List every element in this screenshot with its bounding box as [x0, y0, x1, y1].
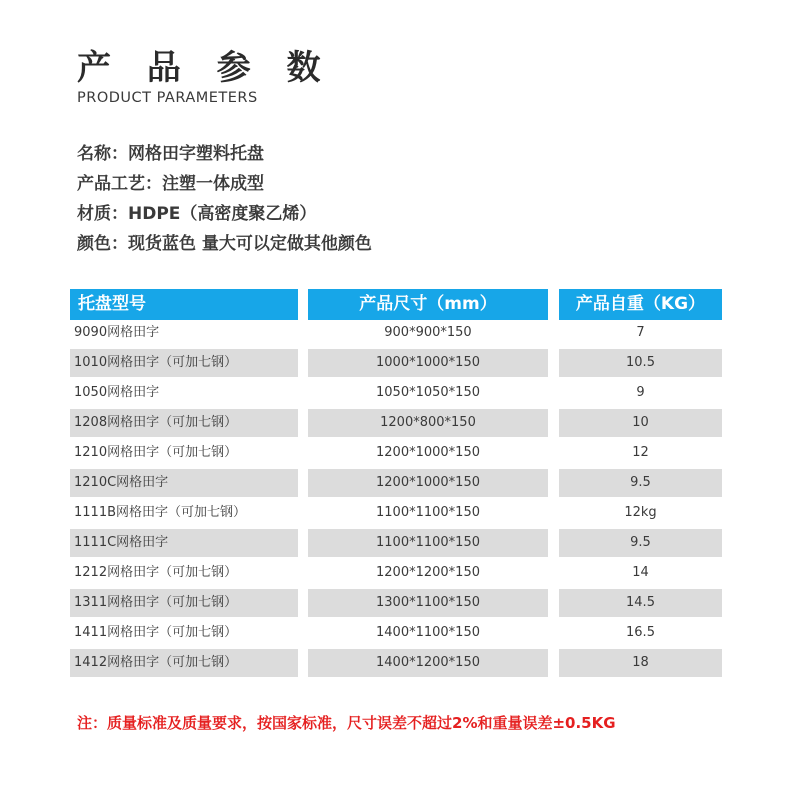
cell-size: 1400*1100*150 [376, 625, 480, 640]
cell-weight: 12kg [624, 505, 657, 520]
table-row [70, 469, 722, 499]
page-subtitle: PRODUCT PARAMETERS [77, 90, 258, 106]
cell-size: 1200*1000*150 [308, 469, 548, 497]
table-row [70, 379, 722, 409]
spec-list [77, 142, 372, 262]
cell-size: 1300*1100*150 [308, 589, 548, 617]
table-row [70, 409, 722, 439]
table-row [70, 319, 722, 349]
cell-weight: 12 [632, 445, 649, 460]
table-row [70, 559, 722, 589]
table-header [70, 289, 722, 319]
cell-size: 1200*800*150 [308, 409, 548, 437]
cell-size: 1100*1100*150 [376, 505, 480, 520]
cell-size: 900*900*150 [384, 325, 472, 340]
table-row [70, 589, 722, 619]
cell-weight: 14 [632, 565, 649, 580]
table-row [70, 349, 722, 379]
cell-size: 1200*1200*150 [376, 565, 480, 580]
page-title: 产 品 参 数 [77, 48, 333, 88]
cell-size: 1000*1000*150 [308, 349, 548, 377]
column-header-weight: 产品自重（KG） [559, 289, 722, 320]
parameter-table [70, 289, 722, 679]
table-row [70, 529, 722, 559]
spec-name: 名称：网格田字塑料托盘 [77, 144, 264, 164]
table-row [70, 619, 722, 649]
cell-model: 1208网格田字（可加七钢） [70, 409, 298, 437]
cell-weight: 16.5 [626, 625, 655, 640]
spec-process: 产品工艺：注塑一体成型 [77, 174, 264, 194]
cell-model: 1050网格田字 [74, 385, 160, 400]
cell-weight: 18 [559, 649, 722, 677]
cell-weight: 9.5 [559, 469, 722, 497]
cell-model: 1411网格田字（可加七钢） [74, 625, 238, 640]
cell-weight: 10 [559, 409, 722, 437]
cell-size: 1050*1050*150 [376, 385, 480, 400]
cell-model: 1311网格田字（可加七钢） [70, 589, 298, 617]
cell-weight: 9 [636, 385, 645, 400]
cell-model: 1111C网格田字 [70, 529, 298, 557]
cell-model: 1010网格田字（可加七钢） [70, 349, 298, 377]
cell-model: 1210网格田字（可加七钢） [74, 445, 238, 460]
cell-size: 1400*1200*150 [308, 649, 548, 677]
column-header-model: 托盘型号 [70, 289, 298, 320]
table-row [70, 439, 722, 469]
spec-color: 颜色：现货蓝色 量大可以定做其他颜色 [77, 234, 372, 254]
cell-model: 1412网格田字（可加七钢） [70, 649, 298, 677]
cell-weight: 14.5 [559, 589, 722, 617]
cell-model: 1212网格田字（可加七钢） [74, 565, 238, 580]
cell-model: 9090网格田字 [74, 325, 160, 340]
cell-weight: 9.5 [559, 529, 722, 557]
column-header-size: 产品尺寸（mm） [308, 289, 548, 320]
quality-note: 注：质量标准及质量要求，按国家标准，尺寸误差不超过2%和重量误差±0.5KG [77, 714, 616, 732]
cell-size: 1200*1000*150 [376, 445, 480, 460]
table-row [70, 649, 722, 679]
cell-model: 1210C网格田字 [70, 469, 298, 497]
spec-material: 材质：HDPE（高密度聚乙烯） [77, 204, 317, 224]
table-row [70, 499, 722, 529]
cell-weight: 7 [636, 325, 645, 340]
cell-weight: 10.5 [559, 349, 722, 377]
table-body [70, 319, 722, 679]
cell-model: 1111B网格田字（可加七钢） [74, 505, 247, 520]
cell-size: 1100*1100*150 [308, 529, 548, 557]
